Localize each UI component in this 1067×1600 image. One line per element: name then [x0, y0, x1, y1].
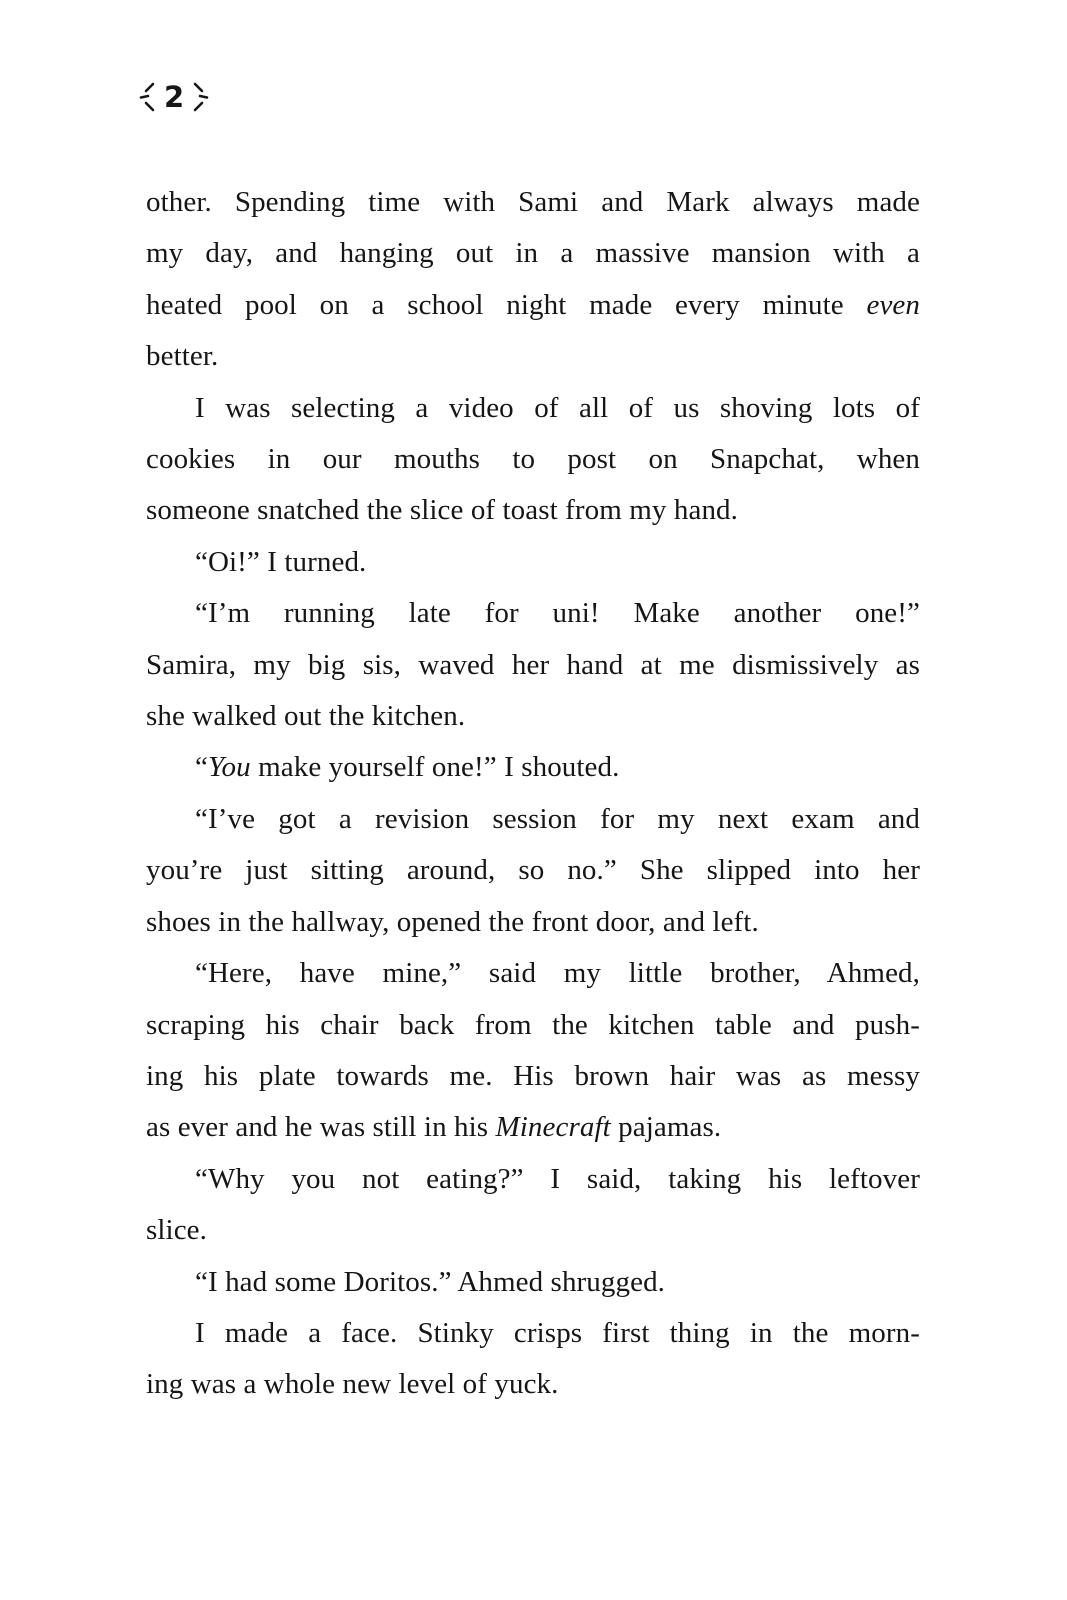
sparkle-left-icon: [139, 81, 159, 113]
text-line: “Oi!” I turned.: [195, 545, 367, 578]
text-line: heated pool on a school night made every minute even: [146, 288, 920, 321]
page-number: 2: [164, 80, 185, 114]
text-line: she walked out the kitchen.: [146, 700, 466, 733]
text-line: “I’m running late for uni! Make another one!”: [195, 597, 920, 630]
text-line: Samira, my big sis, waved her hand at me dismissively as: [146, 648, 920, 681]
sparkle-right-icon: [189, 81, 209, 113]
text-line: ing was a whole new level of yuck.: [146, 1368, 559, 1401]
page-header: [139, 80, 209, 114]
text-line: “You make yourself one!” I shouted.: [195, 751, 620, 784]
text-line: my day, and hanging out in a massive mansion with a: [146, 237, 920, 270]
text-line: slice.: [146, 1214, 207, 1247]
text-line: scraping his chair back from the kitchen table and push-: [146, 1008, 920, 1041]
text-line: “Here, have mine,” said my little brother, Ahmed,: [195, 957, 920, 990]
text-line: shoes in the hallway, opened the front door, and left.: [146, 905, 759, 938]
body-text: [146, 177, 920, 1411]
text-line: as ever and he was still in his Minecraft pajamas.: [146, 1111, 722, 1144]
text-line: “I had some Doritos.” Ahmed shrugged.: [195, 1265, 666, 1298]
text-line: someone snatched the slice of toast from my hand.: [146, 494, 738, 527]
text-line: I was selecting a video of all of us shoving lots of: [195, 391, 920, 424]
text-line: I made a face. Stinky crisps first thing in the morn-: [195, 1316, 920, 1349]
text-line: “I’ve got a revision session for my next exam and: [195, 802, 920, 835]
text-line: cookies in our mouths to post on Snapchat, when: [146, 443, 920, 476]
text-line: you’re just sitting around, so no.” She slipped into her: [146, 854, 920, 887]
text-line: “Why you not eating?” I said, taking his leftover: [195, 1162, 920, 1195]
text-line: better.: [146, 340, 219, 373]
text-line: other. Spending time with Sami and Mark always made: [146, 186, 920, 218]
text-line: ing his plate towards me. His brown hair was as messy: [146, 1059, 920, 1092]
